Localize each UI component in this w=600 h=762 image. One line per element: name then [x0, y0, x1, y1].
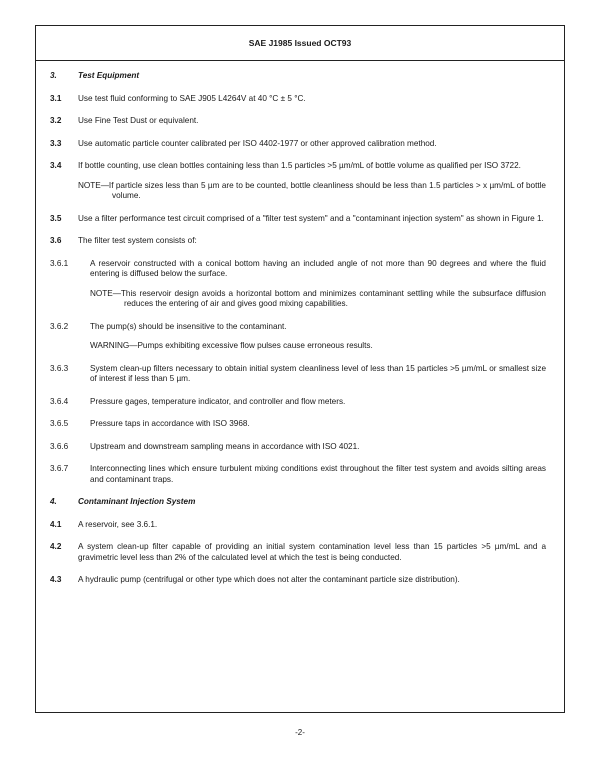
clause-3-6-4: 3.6.4 Pressure gages, temperature indicator, and controller and flow meters. — [50, 396, 346, 406]
clause-3-2: 3.2 Use Fine Test Dust or equivalent. — [50, 116, 199, 125]
clause-3-6-7: 3.6.7 Interconnecting lines which ensure turbulent mixing conditions exist throughout the filter test system and avoids silting areas and contaminant traps. — [50, 464, 546, 484]
document-body — [36, 61, 564, 586]
clause-3-6-2: 3.6.2 The pump(s) should be insensitive to the contaminant. — [50, 321, 287, 331]
page-number: -2- — [295, 728, 305, 737]
clause-3-6-5: 3.6.5 Pressure taps in accordance with ISO 3968. — [50, 419, 250, 428]
clause-3-6-3: 3.6.3 System clean-up filters necessary to obtain initial system cleanliness level of less than 15 particles >5 µm/mL or smallest size of interest if less than 5 µm. — [50, 363, 546, 383]
warning-3-6-2: WARNING—Pumps exhibiting excessive flow pulses cause erroneous results. — [90, 341, 373, 350]
clause-3-1: 3.1 Use test fluid conforming to SAE J905 L4264V at 40 °C ± 5 °C. — [50, 93, 306, 103]
clause-4-1: 4.1 A reservoir, see 3.6.1. — [50, 519, 158, 529]
page-frame — [35, 25, 565, 713]
clause-3-4: 3.4 If bottle counting, use clean bottles containing less than 1.5 particles >5 µm/mL of bottle volume as qualified per ISO 3722. — [50, 161, 521, 170]
note-3-6-1: NOTE—This reservoir design avoids a horizontal bottom and minimizes contaminant settling while the subsurface diffusion reduces the entering of air and gives good mixing capabilities. — [90, 288, 546, 308]
document-title: SAE J1985 Issued OCT93 — [248, 38, 352, 48]
section-4-heading: 4. Contaminant Injection System — [50, 497, 196, 506]
page-header — [36, 26, 564, 61]
clause-3-6-6: 3.6.6 Upstream and downstream sampling means in accordance with ISO 4021. — [50, 441, 360, 451]
note-3-4: NOTE—If particle sizes less than 5 µm are to be counted, bottle cleanliness should be less than 1.5 particles > x µm/mL of bottle volume. — [78, 180, 546, 200]
clause-3-6-1: 3.6.1 A reservoir constructed with a conical bottom having an included angle of not more than 90 degrees and where the fluid entering is diffused below the surface. — [50, 258, 546, 278]
clause-3-5: 3.5 Use a filter performance test circuit comprised of a "filter test system" and a "contaminant injection system" as shown in Figure 1. — [50, 213, 544, 223]
clause-3-6: 3.6 The filter test system consists of: — [50, 236, 197, 245]
clause-4-3: 4.3 A hydraulic pump (centrifugal or other type which does not alter the contaminant particle size distribution). — [50, 575, 460, 584]
section-3-heading: 3. Test Equipment — [50, 71, 140, 80]
clause-3-3: 3.3 Use automatic particle counter calibrated per ISO 4402-1977 or other approved calibration method. — [50, 138, 437, 148]
clause-4-2: 4.2 A system clean-up filter capable of providing an initial system contamination level less than 15 particles >5 µm/mL and a gravimetric level less than 2% of the calculated level at which the test is being conducted. — [50, 542, 546, 562]
